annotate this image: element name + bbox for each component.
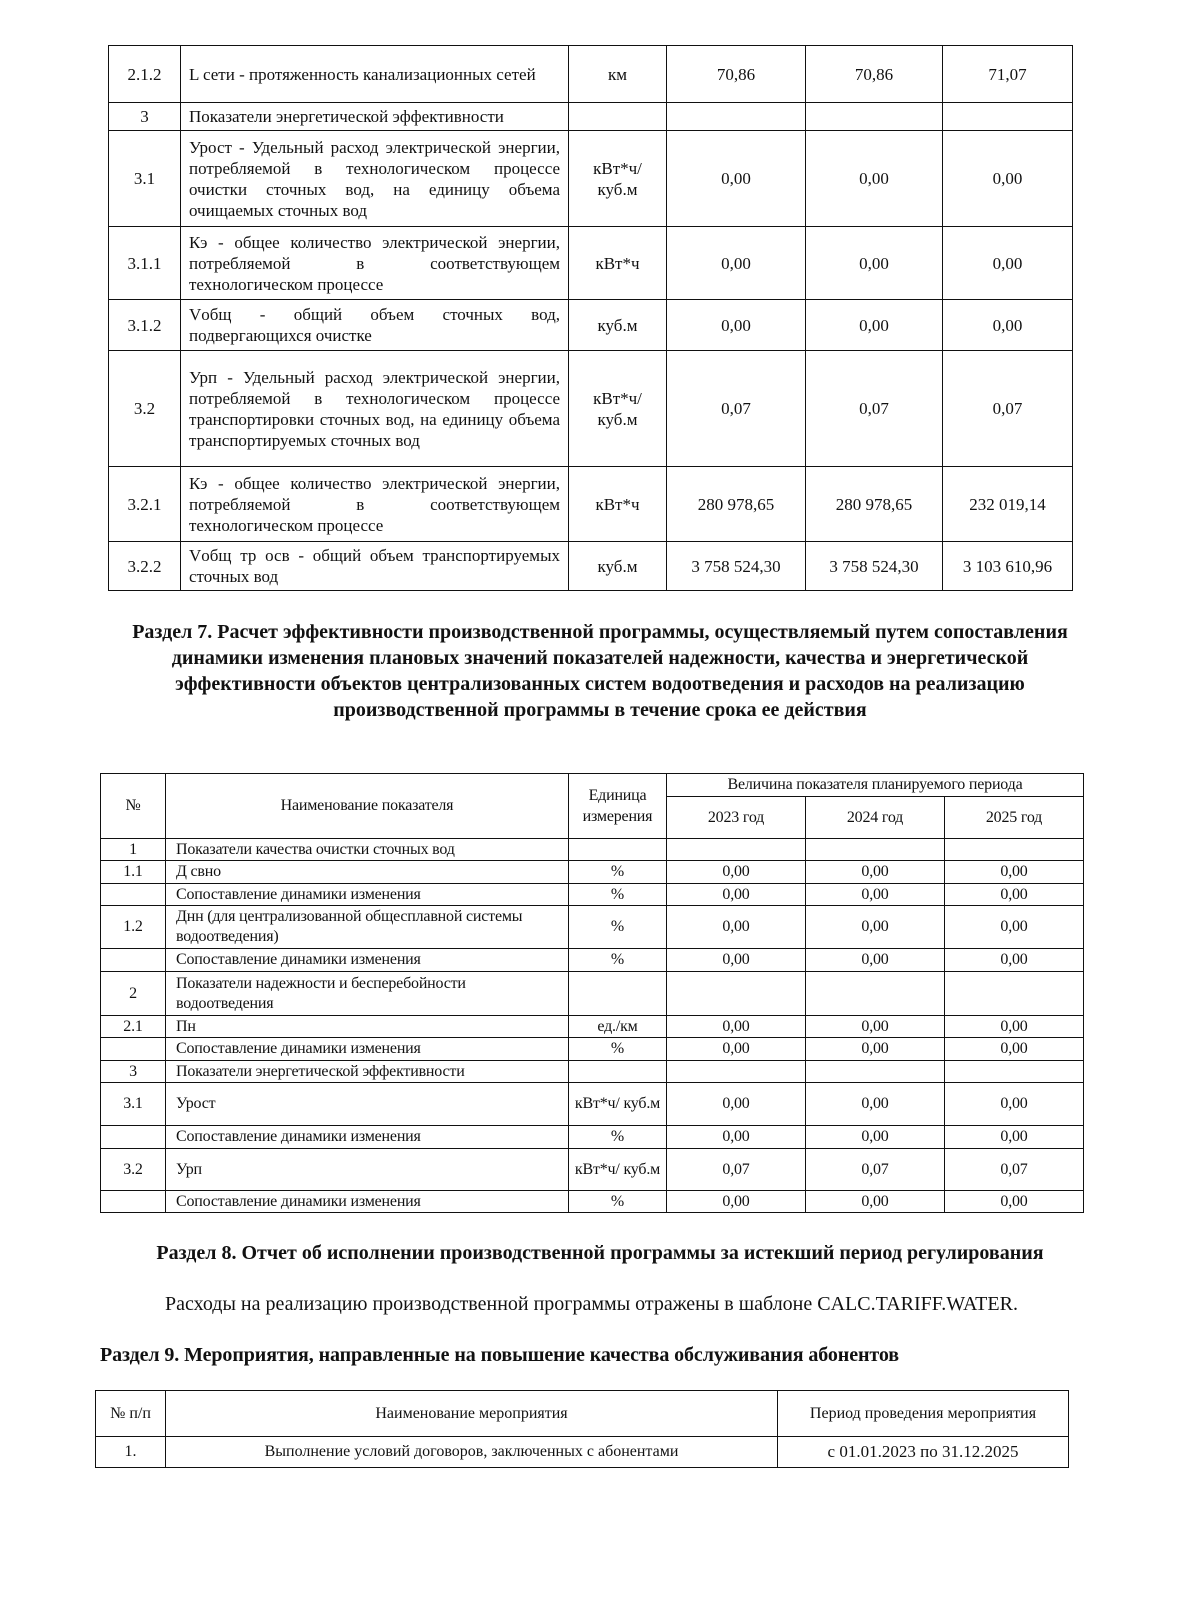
cell-name: Д свно	[166, 861, 569, 884]
cell-name: Сопоставление динамики изменения	[166, 1038, 569, 1061]
cell-v2024: 0,00	[806, 131, 943, 227]
table-row	[101, 839, 1084, 861]
cell-v2024: 0,00	[806, 949, 945, 972]
cell-v2025	[943, 103, 1073, 131]
table-row	[109, 131, 1073, 227]
cell-unit: кВт*ч	[569, 467, 667, 542]
table-row	[101, 972, 1084, 1016]
cell-unit: %	[569, 861, 667, 884]
cell-unit	[569, 1061, 667, 1083]
cell-v2025: 0,07	[945, 1149, 1084, 1191]
cell-v2024: 0,00	[806, 1083, 945, 1126]
cell-num	[101, 1126, 166, 1149]
table-row	[109, 467, 1073, 542]
cell-num: 3.2	[109, 351, 181, 467]
cell-unit: кВт*ч	[569, 227, 667, 300]
cell-v2025: 0,00	[945, 1016, 1084, 1038]
cell-v2023: 0,07	[667, 1149, 806, 1191]
cell-name: L сети - протяженность канализационных сетей	[181, 46, 569, 103]
cell-v2024: 0,07	[806, 1149, 945, 1191]
table-row	[96, 1437, 1069, 1468]
cell-num: 2.1.2	[109, 46, 181, 103]
cell-v2025: 0,00	[945, 906, 1084, 949]
cell-v2025	[945, 972, 1084, 1016]
table-row	[101, 1126, 1084, 1149]
table-row	[109, 46, 1073, 103]
section-7-title: Раздел 7. Расчет эффективности производственной программы, осуществляемый путем сопоставления динамики изменения плановых значений показателей надежности, качества и энергетической эффективности объектов централизованных систем водоотведения и расходов на реализацию производственной программы в течение срока ее действия	[132, 621, 1068, 721]
cell-v2023	[667, 103, 806, 131]
cell-v2023: 0,00	[667, 1126, 806, 1149]
cell-unit: %	[569, 906, 667, 949]
cell-v2024: 0,00	[806, 1126, 945, 1149]
cell-num: 3.2.2	[109, 542, 181, 591]
cell-v2023: 0,00	[667, 906, 806, 949]
cell-v2023	[667, 972, 806, 1016]
header-name: Наименование показателя	[166, 774, 569, 839]
cell-v2023	[667, 839, 806, 861]
header-num: №	[101, 774, 166, 839]
cell-name: Показатели качества очистки сточных вод	[166, 839, 569, 861]
cell-num: 3	[101, 1061, 166, 1083]
energy-efficiency-table	[108, 45, 1073, 591]
cell-v2025: 0,00	[945, 1083, 1084, 1126]
cell-unit: %	[569, 1126, 667, 1149]
cell-num: 3	[109, 103, 181, 131]
cell-v2025: 0,00	[943, 300, 1073, 351]
cell-v2024: 0,00	[806, 1016, 945, 1038]
activities-table	[95, 1390, 1069, 1468]
header-num: № п/п	[96, 1391, 166, 1437]
cell-v2024: 70,86	[806, 46, 943, 103]
cell-v2025: 0,07	[943, 351, 1073, 467]
section-8-title: Раздел 8. Отчет об исполнении производственной программы за истекший период регулирования	[156, 1242, 1044, 1264]
header-unit: Единица измерения	[569, 774, 667, 839]
cell-unit: кВт*ч/ куб.м	[569, 131, 667, 227]
cell-name: Кэ - общее количество электрической энергии, потребляемой в соответствующем технологическом процессе	[181, 467, 569, 542]
efficiency-calculation-table	[100, 773, 1084, 1213]
cell-name: Урп	[166, 1149, 569, 1191]
table-row	[101, 1083, 1084, 1126]
cell-v2025: 0,00	[943, 227, 1073, 300]
cell-name: Урп - Удельный расход электрической энергии, потребляемой в технологическом процессе транспортировки сточных вод, на единицу объема транспортируемых сточных вод	[181, 351, 569, 467]
table-row	[109, 227, 1073, 300]
header-period: Величина показателя планируемого периода	[667, 774, 1084, 797]
cell-num	[101, 884, 166, 906]
cell-name: Пн	[166, 1016, 569, 1038]
cell-v2025	[945, 1061, 1084, 1083]
cell-v2024	[806, 1061, 945, 1083]
cell-name: Показатели энергетической эффективности	[166, 1061, 569, 1083]
cell-v2023: 0,00	[667, 1016, 806, 1038]
cell-v2025: 0,00	[943, 131, 1073, 227]
cell-name: Урост - Удельный расход электрической энергии, потребляемой в технологическом процессе очистки сточных вод, на единицу объема очищаемых сточных вод	[181, 131, 569, 227]
cell-unit: %	[569, 949, 667, 972]
cell-v2024: 280 978,65	[806, 467, 943, 542]
cell-num: 2.1	[101, 1016, 166, 1038]
cell-period: с 01.01.2023 по 31.12.2025	[778, 1437, 1069, 1468]
cell-v2024: 0,00	[806, 906, 945, 949]
cell-num: 3.2	[101, 1149, 166, 1191]
table-row	[101, 949, 1084, 972]
cell-unit: кВт*ч/ куб.м	[569, 1083, 667, 1126]
cell-name: Сопоставление динамики изменения	[166, 1126, 569, 1149]
cell-v2024: 0,00	[806, 861, 945, 884]
cell-unit: %	[569, 1038, 667, 1061]
cell-name: Кэ - общее количество электрической энергии, потребляемой в соответствующем технологическом процессе	[181, 227, 569, 300]
cell-name: Показатели надежности и бесперебойности водоотведения	[166, 972, 569, 1016]
cell-num: 3.1	[109, 131, 181, 227]
table-row	[101, 1016, 1084, 1038]
cell-v2024	[806, 972, 945, 1016]
cell-v2023: 0,00	[667, 1083, 806, 1126]
cell-v2024: 0,00	[806, 1038, 945, 1061]
cell-unit	[569, 972, 667, 1016]
cell-v2023: 70,86	[667, 46, 806, 103]
cell-v2025: 0,00	[945, 1191, 1084, 1213]
cell-v2023: 0,00	[667, 861, 806, 884]
cell-num	[101, 1191, 166, 1213]
cell-unit: кВт*ч/ куб.м	[569, 351, 667, 467]
header-name: Наименование мероприятия	[166, 1391, 778, 1437]
cell-v2024: 0,00	[806, 1191, 945, 1213]
table-row	[109, 351, 1073, 467]
header-period: Период проведения мероприятия	[778, 1391, 1069, 1437]
cell-num: 3.1.1	[109, 227, 181, 300]
cell-unit: куб.м	[569, 300, 667, 351]
cell-num: 1	[101, 839, 166, 861]
cell-num: 3.1	[101, 1083, 166, 1126]
cell-v2024: 0,00	[806, 884, 945, 906]
cell-num: 1.2	[101, 906, 166, 949]
cell-v2023: 3 758 524,30	[667, 542, 806, 591]
cell-name: Выполнение условий договоров, заключенных с абонентами	[166, 1437, 778, 1468]
cell-num: 1.1	[101, 861, 166, 884]
cell-v2023: 0,00	[667, 227, 806, 300]
cell-unit: ед./км	[569, 1016, 667, 1038]
cell-v2025: 0,00	[945, 949, 1084, 972]
header-2025: 2025 год	[945, 797, 1084, 839]
cell-name: Показатели энергетической эффективности	[181, 103, 569, 131]
cell-unit: %	[569, 1191, 667, 1213]
cell-v2025: 71,07	[943, 46, 1073, 103]
cell-v2023	[667, 1061, 806, 1083]
cell-v2023: 0,00	[667, 1191, 806, 1213]
cell-v2025: 0,00	[945, 884, 1084, 906]
cell-v2024: 0,00	[806, 300, 943, 351]
table-row	[109, 103, 1073, 131]
cell-unit: кВт*ч/ куб.м	[569, 1149, 667, 1191]
cell-v2025: 0,00	[945, 861, 1084, 884]
cell-v2023: 0,00	[667, 300, 806, 351]
cell-v2024: 3 758 524,30	[806, 542, 943, 591]
cell-v2023: 0,07	[667, 351, 806, 467]
cell-num: 3.1.2	[109, 300, 181, 351]
cell-name: Vобщ тр осв - общий объем транспортируемых сточных вод	[181, 542, 569, 591]
table-row	[101, 861, 1084, 884]
cell-v2024	[806, 839, 945, 861]
cell-v2024	[806, 103, 943, 131]
cell-num	[101, 1038, 166, 1061]
cell-num	[101, 949, 166, 972]
table-row	[109, 300, 1073, 351]
cell-unit: км	[569, 46, 667, 103]
table-row	[109, 542, 1073, 591]
cell-v2025: 0,00	[945, 1126, 1084, 1149]
header-2023: 2023 год	[667, 797, 806, 839]
cell-v2025: 3 103 610,96	[943, 542, 1073, 591]
cell-name: Сопоставление динамики изменения	[166, 1191, 569, 1213]
cell-num: 1.	[96, 1437, 166, 1468]
cell-v2023: 0,00	[667, 131, 806, 227]
table-row	[101, 1149, 1084, 1191]
cell-name: Днн (для централизованной общесплавной системы водоотведения)	[166, 906, 569, 949]
section-8-text: Расходы на реализацию производственной программы отражены в шаблоне CALC.TARIFF.WATER.	[165, 1293, 1018, 1315]
cell-v2023: 0,00	[667, 884, 806, 906]
cell-unit: куб.м	[569, 542, 667, 591]
table-row	[101, 1061, 1084, 1083]
table-row	[101, 1191, 1084, 1213]
cell-v2024: 0,07	[806, 351, 943, 467]
cell-name: Урост	[166, 1083, 569, 1126]
cell-v2025: 232 019,14	[943, 467, 1073, 542]
cell-v2023: 0,00	[667, 949, 806, 972]
header-2024: 2024 год	[806, 797, 945, 839]
cell-name: Сопоставление динамики изменения	[166, 949, 569, 972]
cell-v2025	[945, 839, 1084, 861]
cell-v2025: 0,00	[945, 1038, 1084, 1061]
cell-v2024: 0,00	[806, 227, 943, 300]
cell-unit: %	[569, 884, 667, 906]
cell-unit	[569, 839, 667, 861]
cell-v2023: 0,00	[667, 1038, 806, 1061]
cell-name: Сопоставление динамики изменения	[166, 884, 569, 906]
cell-v2023: 280 978,65	[667, 467, 806, 542]
cell-num: 2	[101, 972, 166, 1016]
cell-unit	[569, 103, 667, 131]
section-9-title: Раздел 9. Мероприятия, направленные на повышение качества обслуживания абонентов	[100, 1344, 899, 1366]
cell-name: Vобщ - общий объем сточных вод, подвергающихся очистке	[181, 300, 569, 351]
table-row	[101, 884, 1084, 906]
cell-num: 3.2.1	[109, 467, 181, 542]
table-row	[101, 906, 1084, 949]
table-row	[101, 1038, 1084, 1061]
